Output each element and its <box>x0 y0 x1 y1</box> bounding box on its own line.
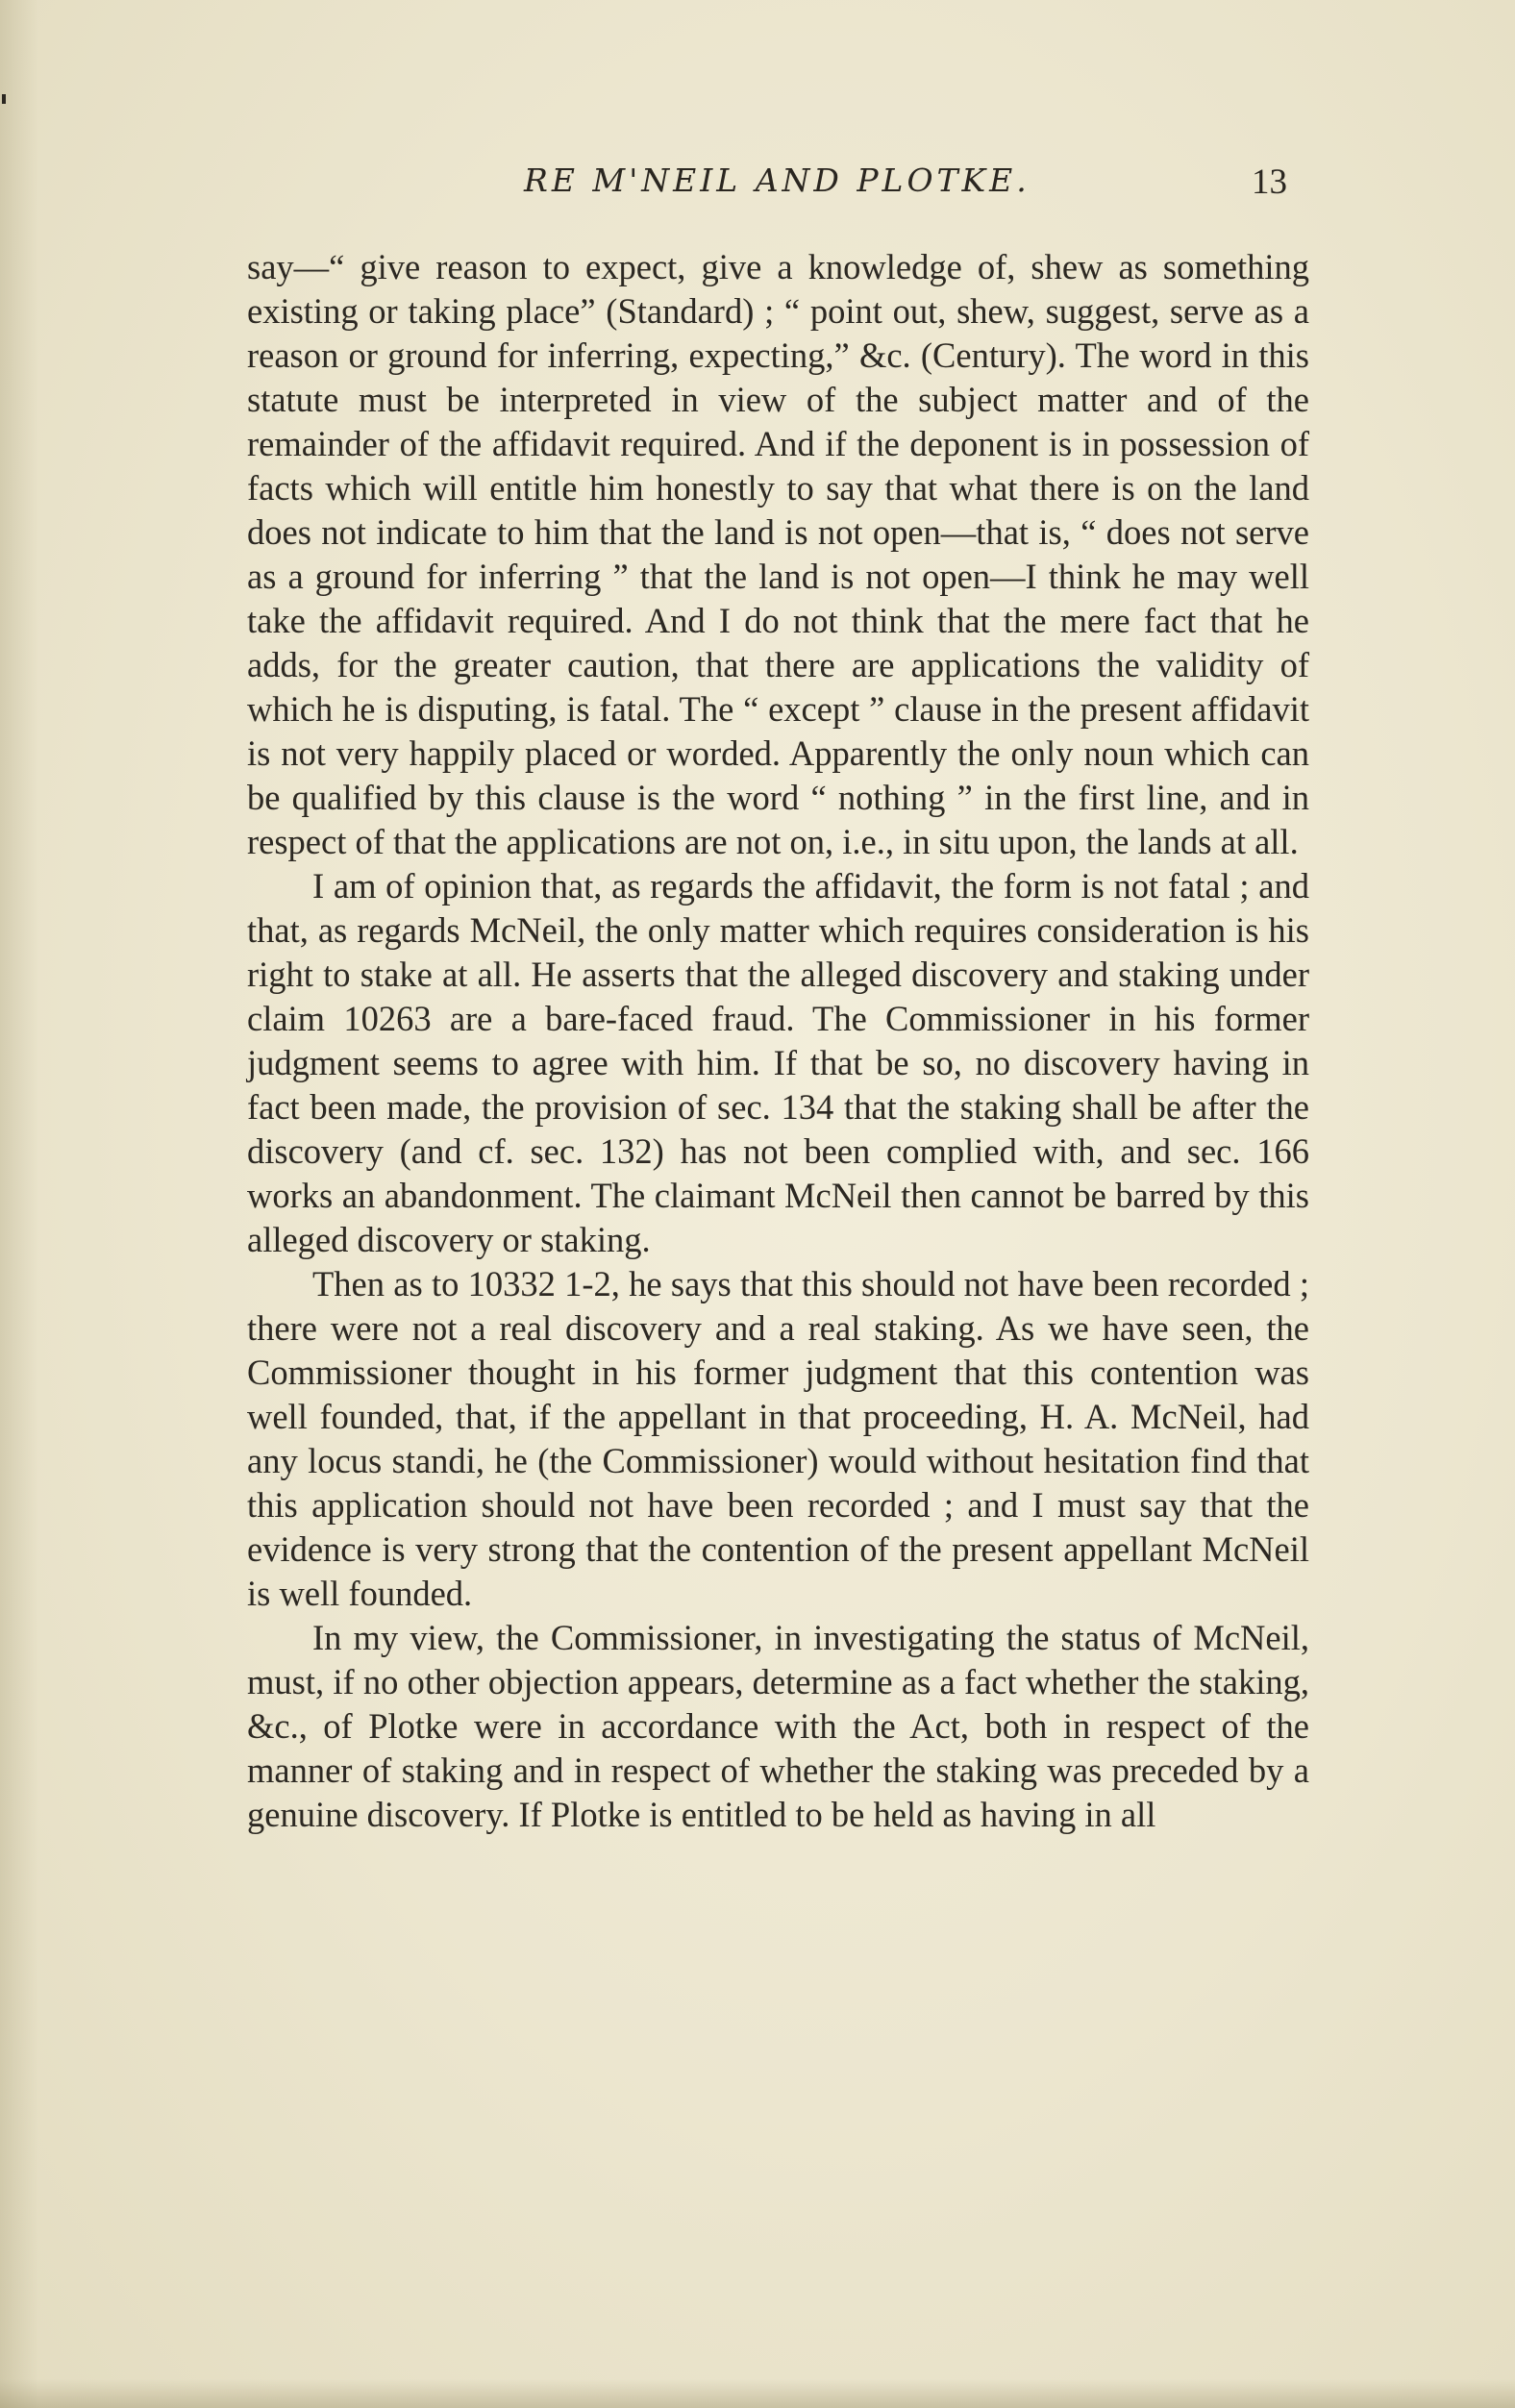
running-head <box>0 161 1515 219</box>
margin-mark <box>2 94 6 104</box>
running-title: RE M'NEIL AND PLOTKE. <box>524 161 1031 199</box>
page-number: 13 <box>1252 162 1287 202</box>
paragraph: In my view, the Commissioner, in investigating the status of McNeil, must, if no other objection appears, determine as a fact whether the staking, &c., of Plotke were in accordance with the Act, both in respect of the manner of staking and in respect of whether the staking was preceded by a genuine discovery. If Plotke is entitled to be held as having in all <box>247 1618 1309 1834</box>
paragraph: Then as to 10332 1-2, he says that this should not have been recorded ; there were not a real discovery and a real staking. As we have seen, the Commissioner thought in his former judgment that this contention was well founded, that, if the appellant in that proceeding, H. A. McNeil, had any locus standi, he (the Commissioner) would without hesitation find that this application should not have been recorded ; and I must say that the evidence is very strong that the contention of the present appellant McNeil is well founded. <box>247 1264 1309 1613</box>
page-shadow-left <box>0 0 38 2408</box>
body-text <box>247 245 1309 1837</box>
paragraph-continued: say—“ give reason to expect, give a knowledge of, shew as something existing or taking place” (Standard) ; “ point out, shew, suggest, serve as a reason or ground for inferring, expecting,” &c. (Century). The word in this statute must be interpreted in view of the subject matter and of the remainder of the affidavit required. And if the deponent is in possession of facts which will entitle him honestly to say that what there is on the land does not indicate to him that the land is not open—that is, “ does not serve as a ground for inferring ” that the land is not open—I think he may well take the affidavit required. And I do not think that the mere fact that he adds, for the greater caution, that there are applications the validity of which he is disputing, is fatal. The “ except ” clause in the present affidavit is not very happily placed or worded. Apparently the only noun which can be qualified by this clause is the word “ nothing ” in the first line, and in respect of that the applications are not on, i.e., in situ upon, the lands at all. <box>247 247 1309 861</box>
paragraph: I am of opinion that, as regards the affidavit, the form is not fatal ; and that, as regards McNeil, the only matter which requires consideration is his right to stake at all. He asserts that the alleged discovery and staking under claim 10263 are a bare-faced fraud. The Commissioner in his former judgment seems to agree with him. If that be so, no discovery having in fact been made, the provision of sec. 134 that the staking shall be after the discovery (and cf. sec. 132) has not been complied with, and sec. 166 works an abandonment. The claimant McNeil then cannot be barred by this alleged discovery or staking. <box>247 866 1309 1259</box>
page-shadow-bottom <box>0 2379 1515 2408</box>
